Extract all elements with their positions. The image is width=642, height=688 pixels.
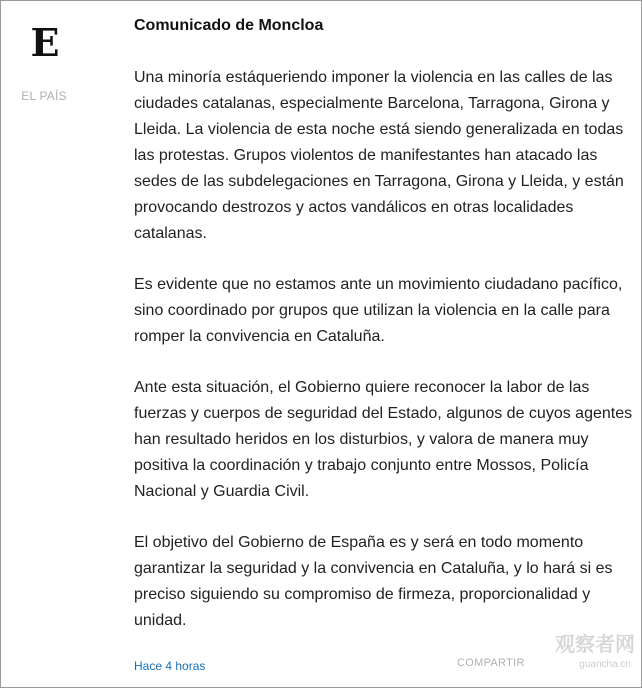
post-title: Comunicado de Moncloa bbox=[134, 17, 324, 34]
post-content bbox=[134, 15, 634, 634]
source-name[interactable]: EL PAÍS bbox=[21, 89, 67, 103]
watermark-url: guancha.cn bbox=[579, 659, 631, 670]
share-button[interactable]: COMPARTIR bbox=[457, 657, 525, 669]
el-pais-logo-icon[interactable]: E bbox=[30, 20, 60, 65]
post-paragraph-4: El objetivo del Gobierno de España es y será en todo momento garantizar la seguridad y la convivencia en Cataluña, y lo hará si es preciso siguiendo su compromiso de firmeza, proporcionalidad y unidad. bbox=[134, 534, 613, 629]
post-paragraph-3: Ante esta situación, el Gobierno quiere reconocer la labor de las fuerzas y cuerpos de seguridad del Estado, algunos de cuyos agentes han resultado heridos en los disturbios, y valora de manera muy positiva la coordinación y trabajo conjunto entre Mossos, Policía Nacional y Guardia Civil. bbox=[134, 379, 633, 500]
source-sidebar bbox=[1, 1, 87, 687]
post-timestamp-link[interactable]: Hace 4 horas bbox=[134, 659, 206, 673]
watermark-logo: 观察者网 bbox=[555, 632, 635, 656]
post-paragraph-2: Es evidente que no estamos ante un movimiento ciudadano pacífico, sino coordinado por grupos que utilizan la violencia en la calle para romper la convivencia en Cataluña. bbox=[134, 276, 623, 345]
post-paragraph-1: Una minoría estáqueriendo imponer la violencia en las calles de las ciudades catalanas, especialmente Barcelona, Tarragona, Girona y Lleida. La violencia de esta noche está siendo generalizada en todas las protestas. Grupos violentos de manifestantes han atacado las sedes de las subdelegaciones en Tarragona, Girona y Lleida, y están provocando destrozos y actos vandálicos en otras localidades catalanas. bbox=[134, 69, 624, 242]
